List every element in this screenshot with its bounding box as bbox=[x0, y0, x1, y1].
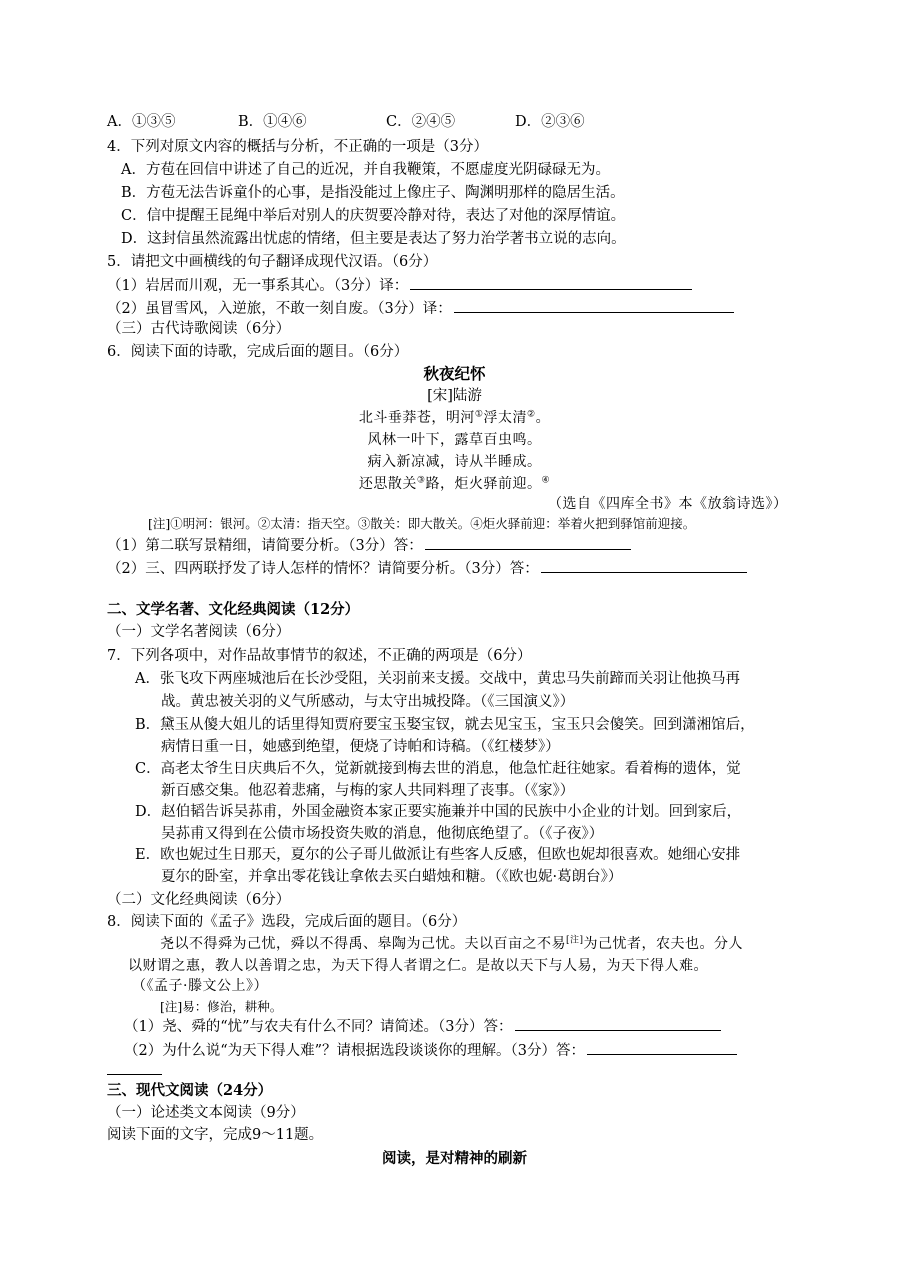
section-3-heading: 三、现代文阅读（24分） bbox=[107, 1082, 273, 1099]
poem-source: （选自《四库全书》本《放翁诗选》） bbox=[548, 496, 788, 512]
poem-line-1-b: 浮太清 bbox=[483, 410, 527, 426]
q7-option-a-line1: A．张飞攻下两座城池后在长沙受阻，关羽前来支援。交战中，黄忠马失前蹄而关羽让他换马再 bbox=[135, 671, 740, 687]
q6-sub2-text: （2）三、四两联抒发了诗人怎样的情怀？请简要分析。（3分）答： bbox=[107, 561, 539, 577]
q7-option-d-line1: D．赵伯韬告诉吴荪甫，外国金融资本家正要实施兼并中国的民族中小企业的计划。回到家后， bbox=[135, 804, 742, 820]
q7-option-a-line2: 战。黄忠被关羽的义气所感动，与太守出城投降。（《三国演义》） bbox=[161, 694, 575, 710]
q8-sub2 bbox=[124, 1040, 737, 1061]
q8-passage-line1 bbox=[160, 934, 743, 954]
poem-title: 秋夜纪怀 bbox=[423, 364, 486, 383]
q4-option-d: D．这封信虽然流露出忧虑的情绪，但主要是表达了努力治学著书立说的志向。 bbox=[121, 231, 626, 247]
section-poetry-heading: （三）古代诗歌阅读（6分） bbox=[107, 321, 291, 337]
poem-line-1 bbox=[0, 408, 909, 428]
q8-passage-line2: 以财谓之惠，教人以善谓之忠，为天下得人者谓之仁。是故以天下与人易，为天下得人难。 bbox=[128, 958, 708, 974]
footnote-divider bbox=[107, 1074, 162, 1075]
section-2-heading: 二、文学名著、文化经典阅读（12分） bbox=[107, 601, 360, 618]
q5-stem: 5．请把文中画横线的句子翻译成现代汉语。（6分） bbox=[107, 254, 438, 270]
q7-option-e-line1: E．欧也妮过生日那天，夏尔的公子哥儿做派让有些客人反感，但欧也妮却很喜欢。她细心安排 bbox=[135, 847, 741, 863]
article-title: 阅读，是对精神的刷新 bbox=[382, 1150, 527, 1167]
q5-sub2-answer-blank[interactable] bbox=[454, 298, 734, 313]
q8-passage-source: （《孟子·滕文公上》） bbox=[132, 978, 268, 994]
q3-option-c: C．②④⑤ bbox=[386, 114, 456, 130]
q7-option-d-line2: 吴荪甫又得到在公债市场投资失败的消息，他彻底绝望了。（《子夜》） bbox=[161, 826, 604, 842]
q7-option-e-line2: 夏尔的卧室，并拿出零花钱让拿侬去买白蜡烛和糖。（《欧也妮·葛朗台》） bbox=[161, 869, 623, 885]
q8-sub1 bbox=[124, 1016, 721, 1037]
note-marker-3: ③ bbox=[416, 475, 426, 486]
q7-option-b-line2: 病情日重一日，她感到绝望，便烧了诗帕和诗稿。（《红楼梦》） bbox=[161, 739, 560, 755]
poem-line-1-a: 北斗垂莽苍，明河 bbox=[358, 410, 475, 426]
poem-line-2: 风林一叶下，露草百虫鸣。 bbox=[367, 432, 542, 448]
section-3-intro: 阅读下面的文字，完成9～11题。 bbox=[107, 1127, 324, 1143]
q8-stem: 8．阅读下面的《孟子》选段，完成后面的题目。（6分） bbox=[107, 914, 467, 930]
q5-sub2-text: （2）虽冒雪风，入逆旅，不敢一刻自废。（3分）译： bbox=[107, 301, 452, 317]
q8-sub2-text: （2）为什么说“为天下得人难”？请根据选段谈谈你的理解。（3分）答： bbox=[124, 1043, 586, 1059]
q8-passage-line1-a: 尧以不得舜为己忧，舜以不得禹、皋陶为己忧。夫以百亩之不易 bbox=[160, 936, 566, 952]
q3-option-a: A．①③⑤ bbox=[107, 114, 176, 130]
q8-passage-line1-b: 为己忧者，农夫也。分人 bbox=[583, 936, 744, 952]
q8-sub1-text: （1）尧、舜的“忧”与农夫有什么不同？请简述。（3分）答： bbox=[124, 1019, 513, 1035]
q5-sub2 bbox=[107, 298, 734, 319]
poem-note: [注]①明河：银河。②太清：指天空。③散关：即大散关。④炬火驿前迎：举着火把到驿馆前迎接。 bbox=[148, 516, 696, 531]
section-2-sub2: （二）文化经典阅读（6分） bbox=[107, 892, 291, 908]
q7-stem: 7．下列各项中，对作品故事情节的叙述，不正确的两项是（6分） bbox=[107, 648, 532, 664]
poem-line-3: 病入新凉减，诗从半睡成。 bbox=[367, 454, 542, 470]
q4-option-c: C．信中提醒王昆绳中举后对别人的庆贺要冷静对待，表达了对他的深厚情谊。 bbox=[121, 208, 626, 224]
q6-sub1-answer-blank[interactable] bbox=[425, 535, 631, 550]
q7-option-b-line1: B．黛玉从傻大姐儿的话里得知贾府要宝玉娶宝钗，就去见宝玉，宝玉只会傻笑。回到潇湘馆后， bbox=[135, 717, 755, 733]
poem-line-4-a: 还思散关 bbox=[358, 476, 417, 492]
q8-sub2-answer-blank[interactable] bbox=[587, 1040, 737, 1055]
q6-sub2 bbox=[107, 558, 747, 579]
note-marker-4: ④ bbox=[541, 475, 551, 486]
poem-line-1-c: 。 bbox=[535, 410, 551, 426]
q8-note: [注]易：修治，耕种。 bbox=[160, 999, 283, 1014]
q6-sub1 bbox=[107, 535, 631, 556]
q7-option-c-line1: C．高老太爷生日庆典后不久，觉新就接到梅去世的消息，他急忙赶往她家。看着梅的遗体，觉 bbox=[135, 761, 741, 777]
note-marker-2: ② bbox=[527, 409, 536, 420]
poem-line-4 bbox=[0, 474, 909, 494]
poem-author: [宋]陆游 bbox=[427, 388, 482, 404]
note-marker-1: ① bbox=[474, 409, 484, 420]
q6-sub1-text: （1）第二联写景精细，请简要分析。（3分）答： bbox=[107, 538, 423, 554]
section-3-sub1: （一）论述类文本阅读（9分） bbox=[107, 1105, 305, 1121]
q6-stem: 6．阅读下面的诗歌，完成后面的题目。（6分） bbox=[107, 344, 409, 360]
q8-note-marker: [注] bbox=[566, 935, 584, 946]
q8-sub1-answer-blank[interactable] bbox=[515, 1016, 721, 1031]
q6-sub2-answer-blank[interactable] bbox=[541, 558, 747, 573]
q4-stem: 4．下列对原文内容的概括与分析，不正确的一项是（3分） bbox=[107, 139, 488, 155]
q4-option-b: B．方苞无法告诉童仆的心事，是指没能过上像庄子、陶渊明那样的隐居生活。 bbox=[121, 185, 625, 201]
q3-option-d: D．②③⑥ bbox=[515, 114, 585, 130]
q5-sub1 bbox=[107, 275, 692, 296]
q7-option-c-line2: 新百感交集。他忍着悲痛，与梅的家人共同料理了丧事。（《家》） bbox=[161, 783, 575, 799]
q3-option-b: B．①④⑥ bbox=[238, 114, 307, 130]
poem-line-4-b: 路，炬火驿前迎。 bbox=[425, 476, 542, 492]
q4-option-a: A．方苞在回信中讲述了自己的近况，并自我鞭策，不愿虚度光阴碌碌无为。 bbox=[121, 162, 610, 178]
section-2-sub1: （一）文学名著阅读（6分） bbox=[107, 624, 291, 640]
q5-sub1-answer-blank[interactable] bbox=[410, 275, 692, 290]
q5-sub1-text: （1）岩居而川观，无一事系其心。（3分）译： bbox=[107, 278, 409, 294]
